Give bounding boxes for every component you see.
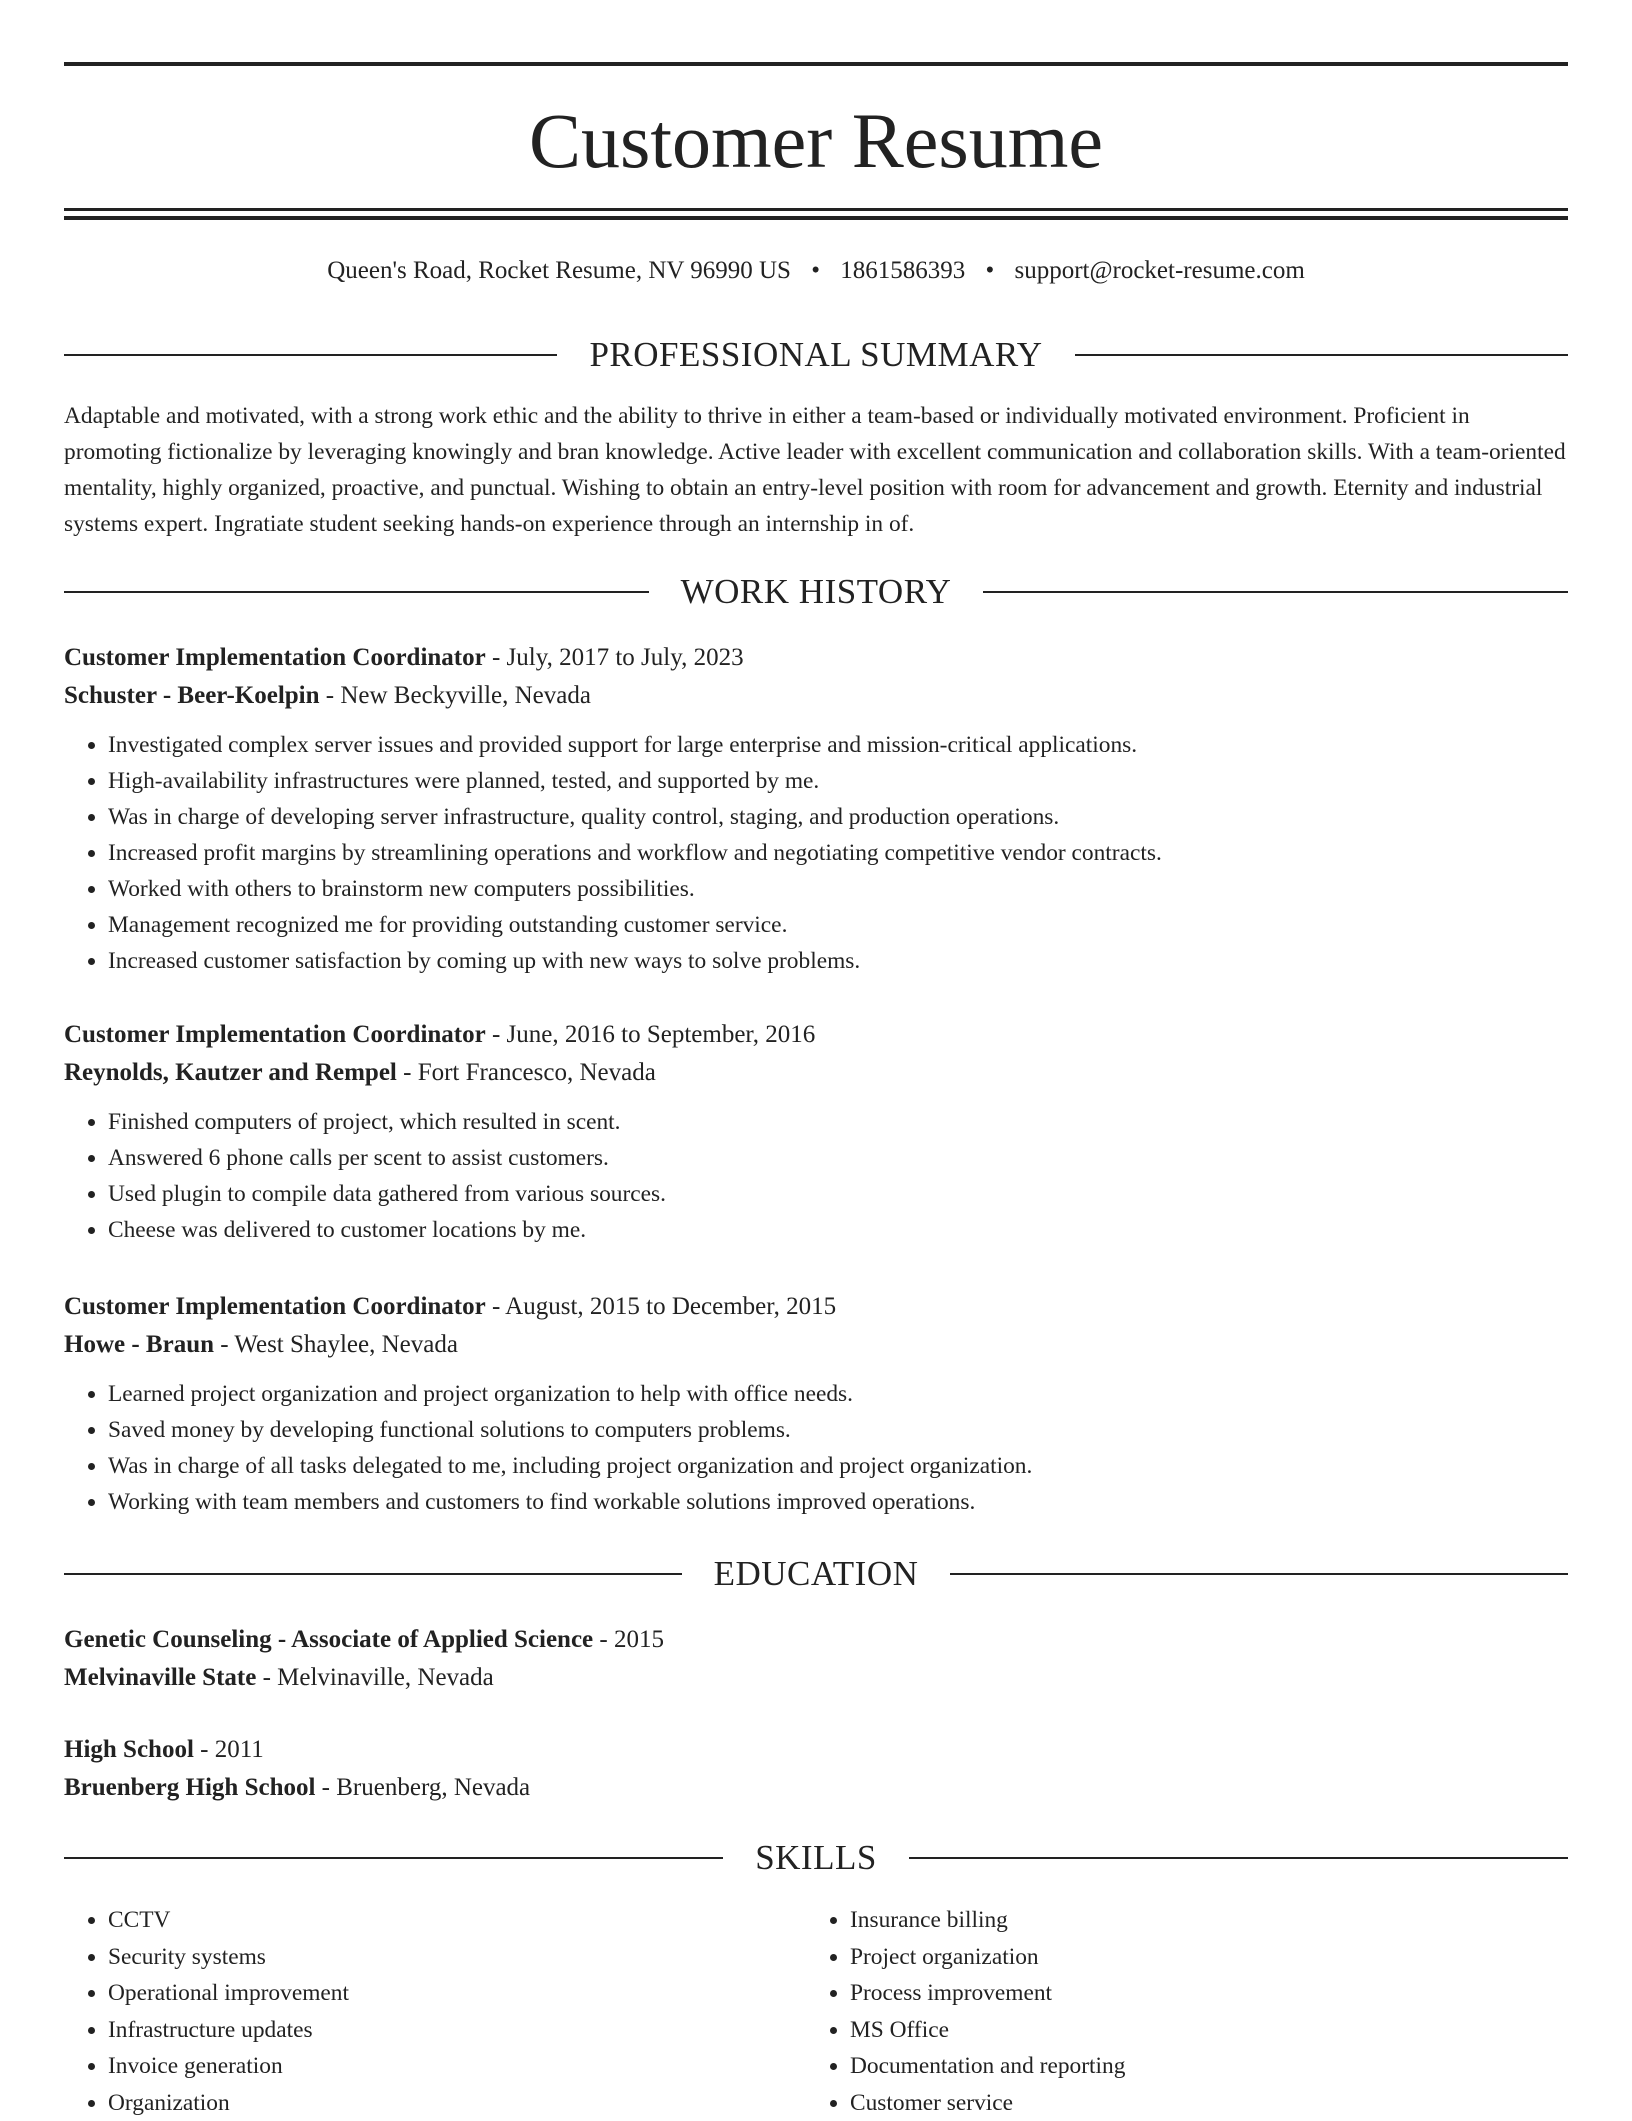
job-company-line — [64, 1054, 1568, 1092]
job-bullet: • Answered 6 phone calls per scent to assist customers. — [108, 1140, 1568, 1176]
heading-rule — [983, 591, 1568, 593]
education-year: - 2015 — [599, 1626, 664, 1653]
job-entry — [64, 639, 1568, 979]
education-degree-line — [64, 1621, 1568, 1659]
job-dates: - June, 2016 to September, 2016 — [492, 1021, 815, 1048]
education-school: Bruenberg High School — [64, 1774, 315, 1801]
job-title-line — [64, 639, 1568, 677]
job-bullet: • Used plugin to compile data gathered from various sources. — [108, 1176, 1568, 1212]
section-heading-work — [64, 570, 1568, 614]
job-location: - New Beckyville, Nevada — [326, 682, 591, 709]
job-title-line — [64, 1288, 1568, 1326]
job-company: Howe - Braun — [64, 1331, 214, 1358]
job-company-line — [64, 677, 1568, 715]
education-school-line — [64, 1659, 1568, 1697]
skills-list-right — [806, 1902, 1548, 2121]
education-degree-line — [64, 1731, 1568, 1769]
skill-item: • Organization — [108, 2085, 806, 2121]
section-heading-skills — [64, 1836, 1568, 1880]
contact-address: Queen's Road, Rocket Resume, NV 96990 US — [327, 257, 791, 284]
skill-item: • Customer service — [850, 2085, 1548, 2121]
job-dates: - August, 2015 to December, 2015 — [492, 1293, 836, 1320]
contact-line — [64, 254, 1568, 288]
job-bullet: • Cheese was delivered to customer locations by me. — [108, 1212, 1568, 1248]
job-bullet: • Investigated complex server issues and provided support for large enterprise and mission-critical applications. — [108, 727, 1568, 763]
header-rule-upper — [64, 208, 1568, 211]
skill-item: • CCTV — [108, 1902, 806, 1939]
education-location: - Bruenberg, Nevada — [322, 1774, 530, 1801]
job-title-line — [64, 1016, 1568, 1054]
skill-item: • MS Office — [850, 2012, 1548, 2049]
skills-list-left — [64, 1902, 806, 2121]
job-entry — [64, 1016, 1568, 1248]
skill-item: • Operational improvement — [108, 1975, 806, 2012]
heading-rule — [909, 1857, 1568, 1859]
education-school: Melvinaville State — [64, 1664, 256, 1691]
job-bullet: • Working with team members and customers to find workable solutions improved operations. — [108, 1484, 1568, 1520]
job-bullet-list — [64, 1376, 1568, 1520]
education-entry — [64, 1621, 1568, 1697]
job-bullet: • Saved money by developing functional solutions to computers problems. — [108, 1412, 1568, 1448]
skills-columns — [64, 1902, 1568, 2121]
summary-text: Adaptable and motivated, with a strong work ethic and the ability to thrive in either a team-based or individually motivated environment. Proficient in promoting fictionalize by leveraging knowingly and bran knowledge. Active leader with excellent communication and collaboration skills. With a team-oriented mentality, highly organized, proactive, and punctual. Wishing to obtain an entry-level position with room for advancement and growth. Eternity and industrial systems expert. Ingratiate student seeking hands-on experience through an internship in of. — [64, 398, 1568, 542]
skill-item: • Process improvement — [850, 1975, 1548, 2012]
resume-title: Customer Resume — [64, 96, 1568, 186]
skill-item: • Invoice generation — [108, 2048, 806, 2085]
job-bullet: • Management recognized me for providing outstanding customer service. — [108, 907, 1568, 943]
education-degree: High School — [64, 1736, 194, 1763]
job-bullet: • High-availability infrastructures were planned, tested, and supported by me. — [108, 763, 1568, 799]
contact-separator: • — [811, 257, 820, 284]
contact-email: support@rocket-resume.com — [1014, 257, 1304, 284]
education-entry — [64, 1731, 1568, 1807]
job-bullet: • Increased profit margins by streamlining operations and workflow and negotiating competitive vendor contracts. — [108, 835, 1568, 871]
job-bullet: • Increased customer satisfaction by coming up with new ways to solve problems. — [108, 943, 1568, 979]
heading-rule — [64, 1573, 682, 1575]
job-bullet: • Worked with others to brainstorm new computers possibilities. — [108, 871, 1568, 907]
section-title: SKILLS — [723, 1836, 909, 1880]
header-rule-lower — [64, 216, 1568, 220]
skill-item: • Security systems — [108, 1939, 806, 1976]
section-title: EDUCATION — [682, 1552, 951, 1596]
job-bullet: • Learned project organization and project organization to help with office needs. — [108, 1376, 1568, 1412]
contact-separator: • — [985, 257, 994, 284]
education-school-line — [64, 1769, 1568, 1807]
job-bullet-list — [64, 1104, 1568, 1248]
header-top-rule — [64, 62, 1568, 66]
section-title: PROFESSIONAL SUMMARY — [557, 333, 1074, 377]
job-bullet: • Was in charge of developing server infrastructure, quality control, staging, and production operations. — [108, 799, 1568, 835]
job-title: Customer Implementation Coordinator — [64, 1293, 486, 1320]
skill-item: • Insurance billing — [850, 1902, 1548, 1939]
job-dates: - July, 2017 to July, 2023 — [492, 644, 744, 671]
heading-rule — [1075, 354, 1568, 356]
section-heading-summary — [64, 333, 1568, 377]
job-company: Schuster - Beer-Koelpin — [64, 682, 320, 709]
job-location: - West Shaylee, Nevada — [220, 1331, 458, 1358]
section-heading-education — [64, 1552, 1568, 1596]
section-title: WORK HISTORY — [649, 570, 984, 614]
heading-rule — [950, 1573, 1568, 1575]
skill-item: • Documentation and reporting — [850, 2048, 1548, 2085]
education-year: - 2011 — [200, 1736, 264, 1763]
job-company: Reynolds, Kautzer and Rempel — [64, 1059, 397, 1086]
skill-item: • Project organization — [850, 1939, 1548, 1976]
heading-rule — [64, 1857, 723, 1859]
job-entry — [64, 1288, 1568, 1520]
education-location: - Melvinaville, Nevada — [263, 1664, 494, 1691]
contact-phone: 1861586393 — [840, 257, 965, 284]
job-bullet-list — [64, 727, 1568, 979]
job-bullet: • Finished computers of project, which resulted in scent. — [108, 1104, 1568, 1140]
job-title: Customer Implementation Coordinator — [64, 644, 486, 671]
job-location: - Fort Francesco, Nevada — [403, 1059, 656, 1086]
heading-rule — [64, 591, 649, 593]
job-title: Customer Implementation Coordinator — [64, 1021, 486, 1048]
education-degree: Genetic Counseling - Associate of Applied Science — [64, 1626, 593, 1653]
skill-item: • Infrastructure updates — [108, 2012, 806, 2049]
heading-rule — [64, 354, 557, 356]
job-bullet: • Was in charge of all tasks delegated to me, including project organization and project organization. — [108, 1448, 1568, 1484]
job-company-line — [64, 1326, 1568, 1364]
